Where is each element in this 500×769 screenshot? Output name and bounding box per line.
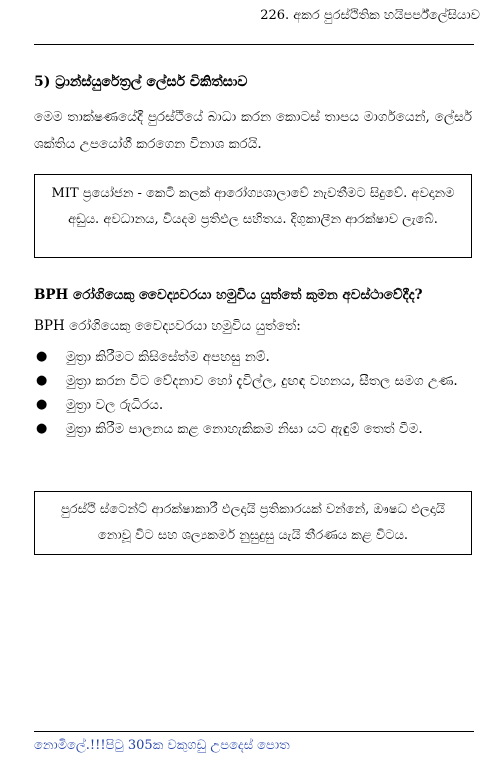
bullet-icon: ● [36,373,48,388]
list-item-text: මුත්‍රා කිරීම පාලනය කළ නොහැකිකම නිසා යට ඇඳුම් තෙත් වීම. [66,421,423,437]
section-heading: 5) ට්‍රාන්ස්යුරේත්‍රල් ලේසර් චිකිත්සාව [34,74,248,90]
list-item-text: මුත්‍රා කරන විට වේදනාව හෝ දැවිල්ල, දුඟඳ වහනය, සීතල සමග උණ. [66,373,458,389]
page-header: 226. අකර පුරස්ථිතික හයිපර්ප්ලේසියාව [260,8,480,23]
list-item-text: මුත්‍රා කිරීමට කිසිසේත්ම අපහසු නම්. [66,349,270,365]
bullet-icon: ● [36,349,48,364]
header-divider [34,44,474,45]
bullet-icon: ● [36,421,48,436]
stent-note-box [34,491,472,555]
list-item [34,393,474,417]
list-item [34,369,474,393]
mit-benefits-box [34,174,472,258]
list-item [34,345,474,369]
list-item [34,417,474,441]
page-footer: නොමිලේ.!!!පිටු 305ක වකුගඩු උපදෙස් පොත [34,738,290,753]
question-heading: BPH රෝගියෙකු වෛද්‍යවරයා හමුවිය යුත්තේ කුමන අවස්ථාවේදීද? [34,287,423,303]
bullet-icon: ● [36,397,48,412]
symptom-list [34,345,474,441]
section-paragraph: මෙම තාක්ෂණයේදී පුරස්ථියේ බාධා කරන කොටස් තාපය මාර්ගයෙන්, ලේසර් ශක්තිය උපයෝගී කරගෙන විනාශ කරයි. [34,109,472,152]
list-item-text: මුත්‍රා වල රුධිරය. [66,397,164,413]
stent-note-text: පුරස්ථි ස්ටෙන්ට් ආරක්ෂාකාරී ඵලදායි ප්‍රතිකාරයක් වන්නේ, ඖෂධ ඵලදායි නොවූ විට සහ ශල්‍යකර්ම නුසුදුසු යැයි තීරණය කළ විටය. [60,502,446,543]
list-intro: BPH රෝගියෙකු වෛද්‍යවරයා හමුවිය යුත්තේ: [34,318,301,334]
footer-divider [34,731,474,732]
mit-benefits-text: MIT ප්‍රයෝජන - කෙටි කලක් ආරෝග්‍යශාලාවේ නැවතීමට සිදුවේ. අවදානම අඩුය. අවධානය, වියදම ප්‍රතිඵල සහිතය. දිගුකාලීන ආරක්ෂාව ලැබේ. [51,186,455,227]
